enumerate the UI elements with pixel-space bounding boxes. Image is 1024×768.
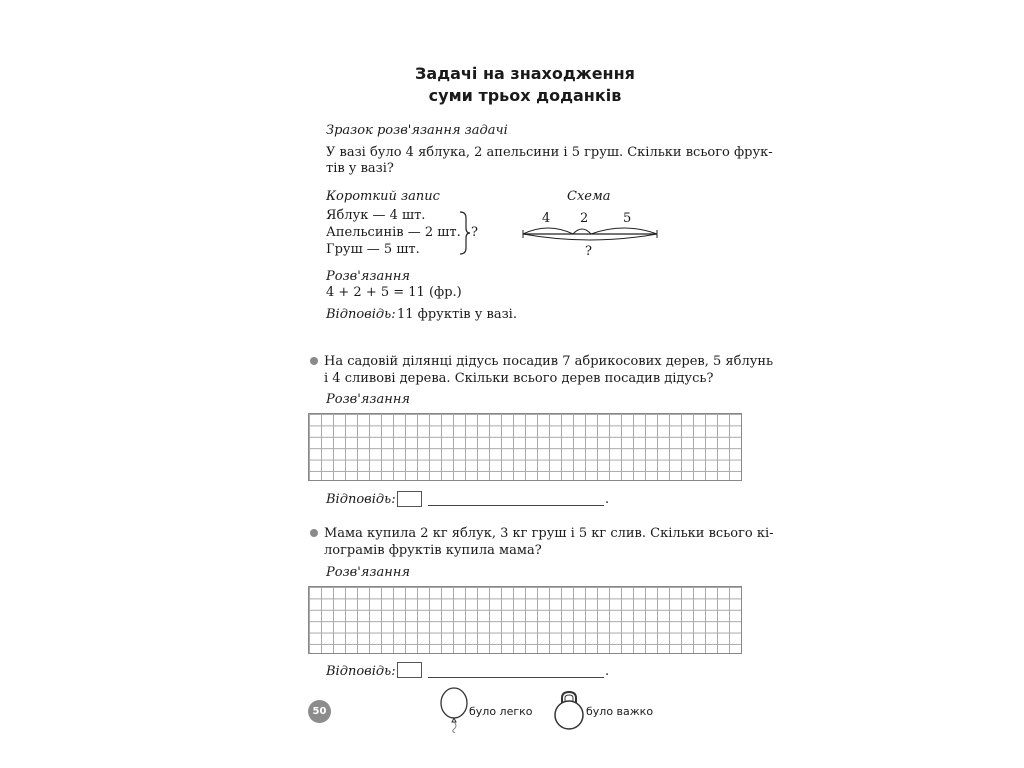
task1-line-2: і 4 сливові дерева. Скільки всього дерев посадив дідусь? — [324, 371, 714, 386]
task1-answer-label: Відповідь: — [326, 492, 396, 507]
sample-answer-label: Відповідь: — [326, 307, 396, 322]
scheme-question: ? — [585, 244, 592, 259]
short-record-line: Апельсинів — 2 шт. — [326, 225, 461, 240]
task2-solution-label: Розв'язання — [326, 565, 410, 580]
task-bullet — [310, 357, 318, 365]
easy-label: було легко — [469, 705, 533, 718]
scheme-heading: Схема — [567, 189, 611, 204]
task1-solution-label: Розв'язання — [326, 392, 410, 407]
short-record-heading: Короткий запис — [326, 189, 440, 204]
task1-answer-line[interactable] — [428, 505, 604, 506]
task2-solution-grid[interactable] — [308, 586, 742, 654]
task-bullet — [310, 529, 318, 537]
task2-answer-line[interactable] — [428, 677, 604, 678]
hard-label: було важко — [586, 705, 654, 718]
task2-line-2: лограмів фруктів купила мама? — [324, 543, 542, 558]
title-line-1: Задачі на знаходження — [415, 64, 635, 83]
scheme-label: 5 — [623, 211, 632, 226]
sample-problem-line-1: У вазі було 4 яблука, 2 апельсини і 5 груш. Скільки всього фрук- — [326, 145, 773, 160]
short-record-line: Груш — 5 шт. — [326, 242, 420, 257]
scheme-label: 2 — [580, 211, 589, 226]
task1-answer-box[interactable] — [397, 491, 422, 507]
task2-answer-box[interactable] — [397, 662, 422, 678]
sample-answer-text: 11 фруктів у вазі. — [397, 307, 517, 322]
sample-solution-label: Розв'язання — [326, 269, 410, 284]
task1-answer-end: . — [605, 492, 610, 507]
task1-solution-grid[interactable] — [308, 413, 742, 481]
short-record-question: ? — [471, 225, 478, 240]
task2-line-1: Мама купила 2 кг яблук, 3 кг груш і 5 кг слив. Скільки всього кі- — [324, 526, 774, 541]
sample-problem-line-2: тів у вазі? — [326, 161, 394, 176]
page-title — [0, 63, 1024, 107]
short-record-line: Яблук — 4 шт. — [326, 208, 426, 223]
scheme-label: 4 — [542, 211, 551, 226]
sample-heading: Зразок розв'язання задачі — [326, 123, 508, 138]
sample-solution: 4 + 2 + 5 = 11 (фр.) — [326, 285, 462, 300]
task2-answer-label: Відповідь: — [326, 664, 396, 679]
curly-brace — [458, 210, 472, 256]
page-number-badge: 50 — [308, 700, 331, 723]
kettlebell-icon[interactable] — [551, 689, 587, 731]
title-line-2: суми трьох доданків — [428, 86, 622, 105]
balloon-icon[interactable] — [438, 686, 472, 734]
task2-answer-end: . — [605, 664, 610, 679]
task1-line-1: На садовій ділянці дідусь посадив 7 абрикосових дерев, 5 яблунь — [324, 354, 774, 369]
